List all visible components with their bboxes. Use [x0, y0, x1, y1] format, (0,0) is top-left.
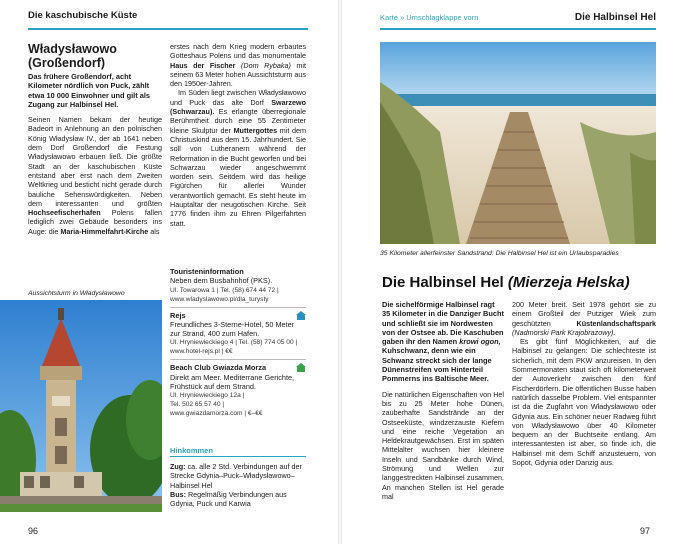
- map-crumb: Karte » Umschlagklappe vorn: [380, 13, 479, 22]
- listing-beach-club: [170, 363, 306, 418]
- listing-desc: Freundliches 3-Sterne-Hotel, 50 Meter zur Strand, 400 zum Hafen.: [170, 319, 295, 339]
- place-lead: Das frühere Großendorf, acht Kilometer nördlich von Puck, zählt etwa 10 000 Einwohner und gilt als Zugang zur Halbinsel Hel.: [28, 72, 150, 109]
- running-head-right: [380, 10, 656, 30]
- body-paragraph: Im Süden liegt zwischen Władysławowo und Puck das alte Dorf Swarzewo (Schwarzau). Es erlangte überregionale Berühmtheit durch eine 55 Zentimeter kleine Skulptur der Muttergottes mit dem Christuskind aus dem 15. Jahrhundert. Sie soll von Lutheranern während der Reformation in die Bucht geworfen und bei Schwarzau wieder angeschwemmt worden sein. Seitdem wird das heilige Figürchen für allerlei Wunder verantwortlich gemacht. Es steht heute im Hauptaltar der neugotischen Kirche. Seit 1776 finden ihm zu Ehren Pilgerfahrten statt.: [170, 88, 307, 228]
- arrival-box: [170, 462, 306, 508]
- divider: [170, 307, 306, 308]
- arrival-bus: Bus: Regelmäßig Verbindungen aus Gdynia, Puck und Karwia: [170, 489, 287, 509]
- photo-caption-beach: 35 Kilometer allerfeinster Sandstrand: Die Halbinsel Hel ist ein Urlaubsparadies: [380, 250, 619, 257]
- photo-caption-tower: Aussichtsturm in Władysławowo: [28, 290, 125, 297]
- left-column-2: [170, 42, 306, 228]
- page-number-left: 96: [28, 526, 39, 536]
- divider: [170, 359, 306, 360]
- right-column-2: [512, 300, 656, 467]
- tourist-info-web: www.wladyslawowo.pl/dla_turysty: [170, 295, 269, 303]
- listing-address: Ul. Hryniewieckiego 12a |: [170, 392, 245, 400]
- body-paragraph: Die natürlichen Eigenschaften von Hel bis zu 25 Meter hohe Dünen, zauberhafte Sandstrände an der Ostseeküste, windzerzauste Kiefern und eine reiche Vegetation an Heldekrautgewächsen. Erst im späten Mittelalter wuchsen hier kleinere Inseln und Sandbänke durch Wind, Strömung und Wellen zur langgestreckten Halbinsel zusammen. An manchen Stellen ist Hel gerade mal: [382, 389, 504, 501]
- listing-rejs: [170, 311, 306, 357]
- page-number-right: 97: [640, 526, 651, 536]
- running-head-left-text: Die kaschubische Küste: [28, 10, 138, 21]
- listing-address: Ul. Hryniewieckiego 4 | Tel. (58) 774 05 00 |: [170, 339, 298, 347]
- body-paragraph: Es gibt fünf Möglichkeiten, auf die Halbinsel zu gelangen: Die schlechteste ist sicherlich, mit dem PKW anzureisen. In den Sommermonaten staut sich oft kilometerweit der Autoverkehr zwischen den fünf Fischerdörfern. Die öffentlichen Busse haben natürlich dasselbe Problem. Viel entspannter ist da die Zugfahrt von Władysławowo oder Gdynia aus. Ein schöner neuer Radweg führt von Władysławowo über 40 Kilometer bequem an der Buchtseite entlang. Am interessantesten ist aber, so finde ich, die Halbinsel mit dem Schiff anzusteuern, von Sopot, Gdynia oder Danzig aus.: [512, 337, 656, 468]
- info-listing: [170, 262, 306, 418]
- book-gutter: [338, 0, 342, 544]
- tourist-info-address: Ul. Towarowa 1 | Tel. (58) 674 44 72 |: [170, 286, 279, 294]
- section-heading: Die Halbinsel Hel (Mierzeja Helska): [382, 274, 630, 291]
- arrival-train: Zug: ca. alle 2 Std. Verbindungen auf der Strecke Gdynia–Puck–Władysławowo–Halbinsel Hel: [170, 462, 302, 490]
- place-heading: Władysławowo (Großendorf): [28, 42, 117, 70]
- section-lead: Die sichelförmige Halbinsel ragt 35 Kilometer in die Danziger Bucht und schließt sie im Nordwesten von der Ostsee ab. Die Kaschuben gaben ihr den Namen krowi ogon, Kuhschwanz, denn wie ein Schwanz streckt sich der lange Dünenstreifen vom Hinterteil Pommerns ins Baltische Meer.: [382, 300, 504, 384]
- left-column-1: [28, 42, 162, 236]
- running-head-right-text: Die Halbinsel Hel: [574, 12, 656, 23]
- listing-web: www.gwiazdamorza.com | €–€€: [170, 410, 263, 418]
- tourist-info-title: Touristeninformation: [170, 267, 244, 276]
- listing-web: www.hotel-rejs.pl | €€: [170, 348, 233, 356]
- body-paragraph: Seinen Namen bekam der heutige Badeort in Anlehnung an den polnischen König Władysław IV., der ab 1641 neben dem Dorf Großendorf die Festung Władysławowo erbauen ließ. Die größte Stadt an der kaschubischen Küste entstand aber erst nach dem Zweiten Weltkrieg und besticht nicht gerade durch bauliche Sehenswürdigkeiten. Neben dem interessanten und größten Hochseefischerhafen Polens fallen lediglich zwei Gebäude besonders ins Auge: die Maria-Himmelfahrt-Kirche als: [28, 115, 162, 236]
- tourist-info-line: Neben dem Busbahnhof (PKS).: [170, 276, 273, 286]
- right-column-1: [382, 300, 504, 501]
- listing-phone: Tel. 502 65 57 40 |: [170, 401, 225, 409]
- body-paragraph: 200 Meter breit. Seit 1978 gehört sie zu einem Großteil der Putziger Wiek zum geschützten Küstenlandschaftspark (Nadmorski Park Krajobrazowy).: [512, 300, 656, 337]
- restaurant-house-icon: [296, 363, 306, 372]
- body-paragraph: erstes nach dem Krieg modern erbautes Gotteshaus Polens und das monumentale Haus der Fischer (Dom Rybaka) mit seinem 63 Meter hohen Aussichtsturm aus den 1950er-Jahren.: [170, 42, 307, 89]
- arrival-box-title: Hinkommen: [170, 446, 306, 457]
- listing-desc: Direkt am Meer. Mediterrane Gerichte, Frühstück auf dem Strand.: [170, 372, 295, 392]
- running-head-left: [28, 10, 308, 30]
- listing-title: Rejs: [170, 310, 186, 320]
- listing-title: Beach Club Gwiazda Morza: [170, 363, 267, 373]
- hotel-house-icon: [296, 311, 306, 320]
- tower-photo: [0, 300, 162, 512]
- beach-photo: [380, 42, 656, 244]
